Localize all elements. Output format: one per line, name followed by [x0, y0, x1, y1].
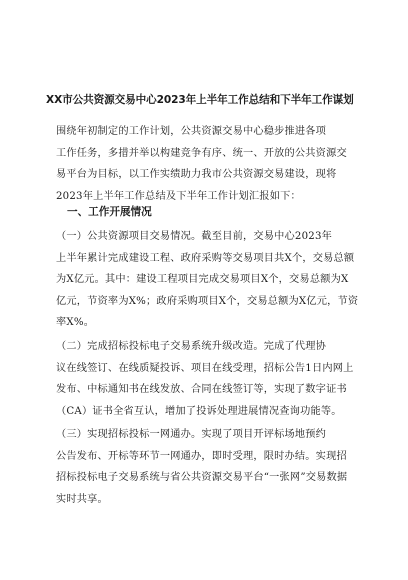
intro-line: 工作任务，多措并举以构建竞争有序、统一、开放的公共资源交 [56, 147, 347, 159]
intro-paragraph [56, 121, 356, 207]
item-one-paragraph [56, 226, 359, 334]
item-one-line: 上半年累计完成建设工程、政府采购等交易项目共X个，交易总额 [56, 252, 355, 264]
item-two-line: （二）完成招标投标电子交易系统升级改造。完成了代理协 [56, 341, 327, 352]
item-one-line: 为X亿元。其中：建设工程项目完成交易项目X个，交易总额为X [56, 274, 349, 285]
item-one-line: 率X%。 [56, 317, 95, 328]
intro-line: 围绕年初制定的工作计划，公共资源交易中心稳步推进各项 [56, 126, 327, 137]
intro-line: 易平台为目标，以工作实绩助力我市公共资源交易建设，现将 [56, 169, 337, 180]
section-heading: 一、工作开展情况 [67, 206, 152, 218]
item-two-line: 议在线签订、在线质疑投诉、项目在线受理，招标公告1日内网上 [56, 362, 354, 374]
item-one-line: 亿元，节资率为X%；政府采购项目X个，交易总额为X亿元，节资 [56, 295, 359, 307]
item-three-line: （三）实现招标投标一网通办。实现了项目开评标场地预约 [56, 429, 327, 440]
intro-line: 2023年上半年工作总结及下半年工作计划汇报如下： [56, 190, 301, 202]
item-two-paragraph [56, 336, 356, 422]
item-three-paragraph [56, 424, 356, 510]
item-one-line: （一）公共资源项目交易情况。截至目前，交易中心2023年 [56, 231, 333, 242]
item-three-line: 实时共享。 [56, 493, 108, 505]
document-title: XX市公共资源交易中心2023年上半年工作总结和下半年工作谋划 [46, 94, 354, 106]
item-two-line: （CA）证书全省互认，增加了投诉处理进展情况查询功能等。 [56, 405, 342, 417]
item-three-line: 公告发布、开标等环节一网通办，即时受理，限时办结。实现招 [56, 450, 347, 462]
item-two-line: 发布、中标通知书在线发放、合同在线签订等，实现了数字证书 [56, 384, 347, 395]
item-three-line: 招标投标电子交易系统与省公共资源交易平台“一张网”交易数据 [56, 472, 348, 483]
